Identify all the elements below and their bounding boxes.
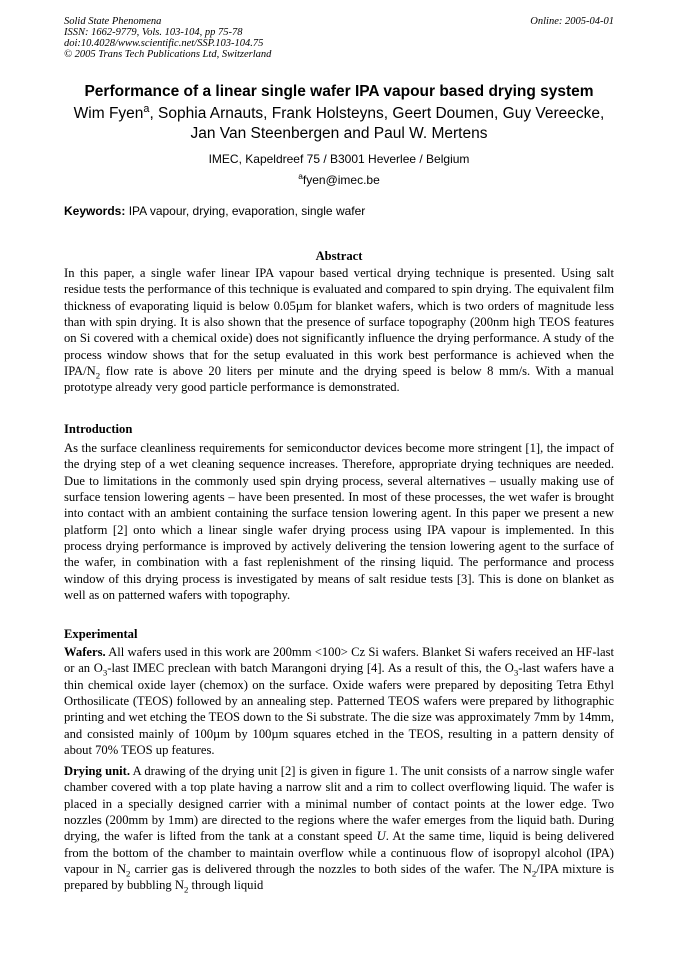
copyright-line: © 2005 Trans Tech Publications Ltd, Switzerland xyxy=(64,49,272,60)
drying-text-5: through liquid xyxy=(188,878,264,893)
wafers-sub-2: 3 xyxy=(513,667,519,678)
drying-sub-1: 2 xyxy=(126,868,131,879)
wafers-text-1: All wafers used in this work are 200mm <100> Cz Si wafers. Blanket Si wafers received an HF-last or an O xyxy=(64,645,614,676)
drying-speed-symbol: U xyxy=(376,829,386,844)
drying-text-4: /IPA mixture is prepared by bubbling N xyxy=(64,862,614,893)
keywords-text: IPA vapour, drying, evaporation, single wafer xyxy=(128,204,366,218)
authors-line2: Jan Van Steenbergen and Paul W. Mertens xyxy=(190,125,488,142)
introduction-heading: Introduction xyxy=(64,422,133,436)
drying-text-2: . At the same time, liquid is being delivered from the bottom of the chamber to maintain overflow while a continuous flow of isopropyl alcohol (IPA) vapour in N xyxy=(64,829,614,877)
keywords xyxy=(64,204,614,218)
abstract-text-2: flow rate is above 20 liters per minute and the drying speed is below 8 mm/s. With a manual prototype already very good particle performance is demonstrated. xyxy=(64,364,614,395)
email-affil-mark: a xyxy=(298,171,303,181)
wafers-text-3: -last wafers have a thin chemical oxide layer (chemox) on the surface. Oxide wafers were prepared by depositing Tetra Ethyl Orthosilicate (TEOS) followed by an annealing step. Patterned TEOS wafers were prepared by lithographic printing and wet etching the TEOS down to the Si substrate. The die size was approximately 7mm by 14mm, and consisted mainly of 100µm by 100µm squares etched in the TEOS, resulting in a pattern density of about 70% TEOS up features. xyxy=(64,661,614,758)
abstract-heading: Abstract xyxy=(315,249,363,263)
keywords-label: Keywords: xyxy=(64,204,126,218)
drying-sub-3: 2 xyxy=(183,884,189,895)
wafers-runin: Wafers. xyxy=(64,645,106,659)
drying-text-1: A drawing of the drying unit [2] is given in figure 1. The unit consists of a narrow single wafer chamber covered with a top plate having a narrow slit and a rim to collect overflowing liquid. The wafer is placed in a specially designed carrier with a minimal number of contact points at the lower edge. Two nozzles (200mm by 1mm) are directed to the regions where the wafer emerges from the liquid bath. During drying, the wafer is lifted from the tank at a constant speed xyxy=(64,764,614,844)
drying-unit-paragraph xyxy=(64,763,614,894)
email-address: fyen@imec.be xyxy=(302,173,380,187)
abstract-text-1: In this paper, a single wafer linear IPA vapour based vertical drying technique is presented. Using salt residue tests the performance of this technique is evaluated and compared to spin drying. The equivalent film thickness of evaporating liquid is below 0.05µm for blanket wafers, which is two orders of magnitude less than with spin drying. It is also shown that the presence of surface topography (200nm high TEOS features on Si covered with a chemical oxide) does not significantly influence the drying performance. A study of the process window shows that for the setup evaluated in this work best performance is achieved when the IPA/N xyxy=(64,266,614,379)
wafers-sub-1: 3 xyxy=(102,667,108,678)
experimental-heading: Experimental xyxy=(64,627,138,641)
drying-text-3: carrier gas is delivered through the nozzles to both sides of the wafer. The N xyxy=(130,862,532,877)
journal-info xyxy=(64,16,271,60)
journal-name: Solid State Phenomena xyxy=(64,16,162,27)
affiliation: IMEC, Kapeldreef 75 / B3001 Heverlee / Belgium xyxy=(208,152,470,166)
wafers-paragraph xyxy=(64,644,614,758)
online-date: Online: 2005-04-01 xyxy=(530,16,614,27)
paper-title: Performance of a linear single wafer IPA vapour based drying system xyxy=(84,83,594,100)
wafers-text-2: -last IMEC preclean with batch Marangoni drying [4]. As a result of this, the O xyxy=(107,661,514,676)
authors-line1: , Sophia Arnauts, Frank Holsteyns, Geert Doumen, Guy Vereecke, xyxy=(149,105,605,122)
author-affil-mark: a xyxy=(143,102,150,115)
first-author: Wim Fyen xyxy=(73,105,144,122)
abstract-body xyxy=(64,265,614,396)
doi-line: doi:10.4028/www.scientific.net/SSP.103-104.75 xyxy=(64,38,264,49)
drying-sub-2: 2 xyxy=(531,868,537,879)
author-list xyxy=(40,104,638,144)
abstract-subscript: 2 xyxy=(95,370,101,381)
issn-line: ISSN: 1662-9779, Vols. 103-104, pp 75-78 xyxy=(64,27,243,38)
introduction-body: As the surface cleanliness requirements for semiconductor devices become more stringent [1], the impact of the drying step of a wet cleaning sequence increases. Therefore, appropriate drying techniques are needed. Due to limitations in the commonly used spin drying process, several alternatives – usually making use of surface tension lowering agents – have been presented. In most of these processes, the wet wafer is brought into contact with an ambient containing the surface tension lowering agent. In this paper we present a new platform [2] onto which a linear single wafer drying process using IPA vapour is implemented. In this process drying performance is improved by actively delivering the tension lowering agent to the surface of the wafer, in combination with a fast replenishment of the rinsing liquid. The performance and process window of this drying process is investigated by means of salt residue tests [3]. This is done on blanket as well as on patterned wafers with topography. xyxy=(64,441,614,603)
author-email xyxy=(40,173,638,187)
drying-unit-runin: Drying unit. xyxy=(64,764,130,778)
